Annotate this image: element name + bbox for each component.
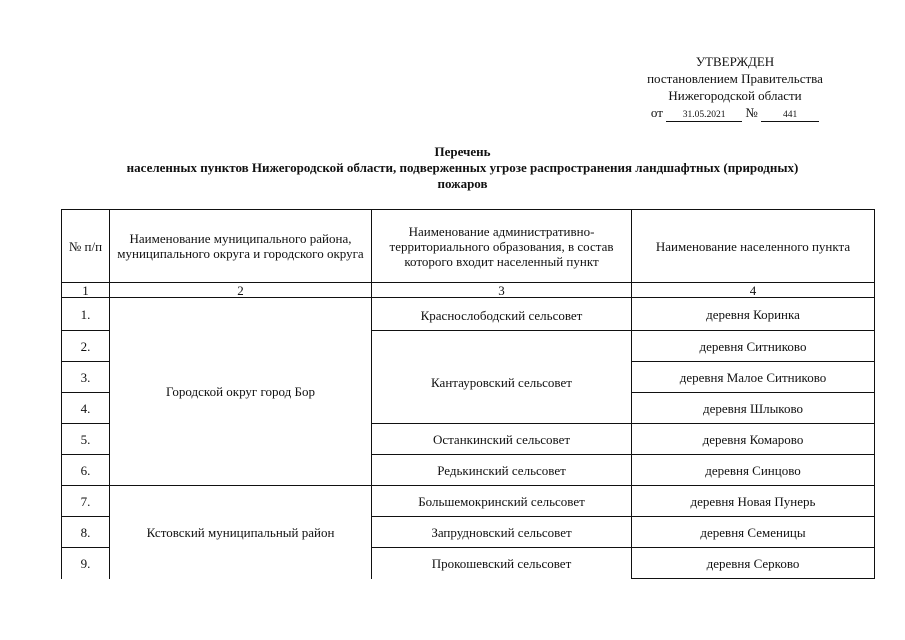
approval-date: 31.05.2021 <box>682 110 726 120</box>
row-number: 8. <box>62 517 110 548</box>
settlement-cell: деревня Коринка <box>632 298 875 331</box>
column-number-row <box>62 283 875 298</box>
admin-unit-cell: Редькинский сельсовет <box>372 455 632 486</box>
admin-unit-cell: Прокошевский сельсовет <box>372 548 632 579</box>
row-number: 2. <box>62 331 110 362</box>
document-title: Перечень <box>434 144 491 159</box>
table-row <box>62 298 875 331</box>
approval-line-2: Нижегородской области <box>668 88 802 103</box>
table-row <box>62 486 875 517</box>
district-cell: Городской округ город Бор <box>110 298 372 486</box>
settlement-cell: деревня Семеницы <box>632 517 875 548</box>
approval-line-1: постановлением Правительства <box>647 71 823 86</box>
approval-block <box>590 53 880 122</box>
admin-unit-cell: Кантауровский сельсовет <box>372 331 632 424</box>
admin-unit-cell: Останкинский сельсовет <box>372 424 632 455</box>
table-header-row <box>62 210 875 283</box>
column-number: 3 <box>372 283 632 298</box>
admin-unit-cell: Краснослободский сельсовет <box>372 298 632 331</box>
column-number: 4 <box>632 283 875 298</box>
approval-date-field <box>666 107 742 122</box>
header-admin-unit: Наименование административно-территориального образования, в состав которого входит населенный пункт <box>372 210 632 283</box>
row-number: 7. <box>62 486 110 517</box>
settlement-cell: деревня Новая Пунерь <box>632 486 875 517</box>
row-number: 5. <box>62 424 110 455</box>
header-number: № п/п <box>62 210 110 283</box>
settlements-table <box>61 209 875 579</box>
column-number: 2 <box>110 283 372 298</box>
settlement-cell: деревня Синцово <box>632 455 875 486</box>
district-cell: Кстовский муниципальный район <box>110 486 372 579</box>
admin-unit-cell: Большемокринский сельсовет <box>372 486 632 517</box>
approval-number: 441 <box>782 110 798 120</box>
row-number: 9. <box>62 548 110 579</box>
document-subtitle-line-2: пожаров <box>437 176 488 191</box>
document-subtitle-line-1: населенных пунктов Нижегородской области, подверженных угрозе распространения ландшафтных (природных) <box>126 160 799 175</box>
row-number: 1. <box>62 298 110 331</box>
column-number: 1 <box>62 283 110 298</box>
approval-number-field <box>761 107 819 122</box>
approval-number-sign: № <box>745 105 758 120</box>
settlement-cell: деревня Комарово <box>632 424 875 455</box>
admin-unit-cell: Запрудновский сельсовет <box>372 517 632 548</box>
approval-date-prefix: от <box>650 105 663 120</box>
approval-date-line <box>590 104 880 122</box>
settlement-cell: деревня Малое Ситниково <box>632 362 875 393</box>
row-number: 6. <box>62 455 110 486</box>
row-number: 4. <box>62 393 110 424</box>
header-district: Наименование муниципального района, муниципального округа и городского округа <box>110 210 372 283</box>
header-settlement: Наименование населенного пункта <box>632 210 875 283</box>
approval-title: УТВЕРЖДЕН <box>695 54 775 69</box>
settlement-cell: деревня Ситниково <box>632 331 875 362</box>
settlement-cell: деревня Серково <box>632 548 875 579</box>
row-number: 3. <box>62 362 110 393</box>
document-heading <box>40 144 885 192</box>
settlement-cell: деревня Шлыково <box>632 393 875 424</box>
